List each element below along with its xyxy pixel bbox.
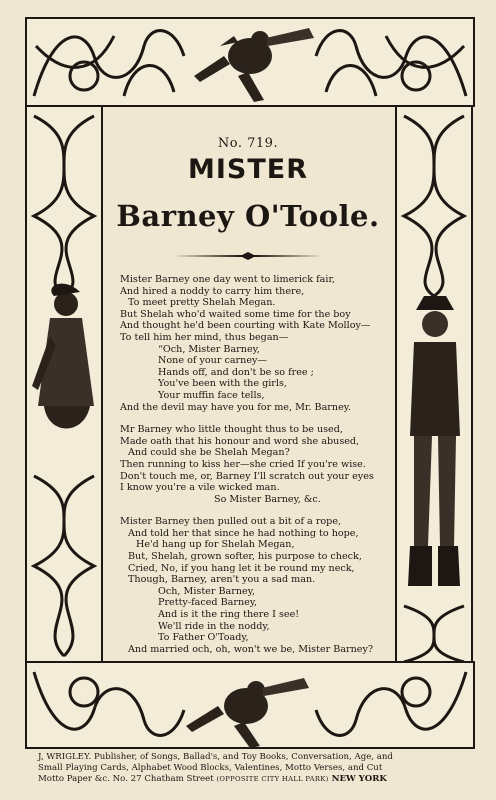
bottom-border-ornament xyxy=(24,660,476,752)
stanza xyxy=(120,274,388,413)
lyric-line: Though, Barney, aren't you a sad man. xyxy=(128,574,316,586)
lyric-line: Hands off, and don't be so free ; xyxy=(158,366,314,378)
song-lyrics xyxy=(120,274,388,666)
imprint-address: Motto Paper &c. No. 27 Chatham Street xyxy=(38,774,217,784)
lyric-line: But, Shelah, grown softer, his purpose to check, xyxy=(128,551,362,563)
title-line-2: Barney O'Toole. xyxy=(116,199,380,233)
lyric-line: Mister Barney one day went to limerick fair, xyxy=(120,274,336,285)
lyric-line: And told her that since he had nothing to hope, xyxy=(128,527,359,539)
stanza xyxy=(120,424,388,505)
publisher-imprint xyxy=(38,752,468,785)
song-panel xyxy=(106,104,390,664)
lyric-line: Then running to kiss her—she cried If you're wise. xyxy=(120,458,366,470)
imprint-line-2: Small Playing Cards, Alphabet Wood Blocks, Valentines, Motto Verses, and Cut xyxy=(38,763,383,773)
right-border-ornament xyxy=(394,106,474,666)
lyric-line: Don't touch me, or, Barney I'll scratch out your eyes xyxy=(120,470,374,482)
lyric-line: And hired a noddy to carry him there, xyxy=(120,285,305,297)
lyric-line: Mr Barney who little thought thus to be used, xyxy=(120,424,343,436)
imprint-line-3 xyxy=(38,774,468,785)
imprint-city: NEW YORK xyxy=(328,774,387,784)
lyric-line: Cried, No, if you hang let it be round my neck, xyxy=(128,562,355,574)
imprint-landmark: (OPPOSITE CITY HALL PARK) xyxy=(216,775,329,783)
lyric-line: And could she be Shelah Megan? xyxy=(128,447,290,459)
stanza xyxy=(120,516,388,655)
lyric-line: Made oath that his honour and word she abused, xyxy=(120,435,360,447)
lyric-line: “Och, Mister Barney, xyxy=(158,343,260,355)
lyric-line: To Father O'Toady, xyxy=(158,632,249,644)
lyric-line: But Shelah who'd waited some time for the boy xyxy=(120,308,351,320)
lyric-line: None of your carney— xyxy=(158,355,268,367)
lyric-line: And is it the ring there I see! xyxy=(158,609,300,621)
title-line-1: MISTER xyxy=(187,154,308,185)
lyric-line: So Mister Barney, &c. xyxy=(214,493,321,505)
lyric-line: And thought he'd been courting with Kate Molloy— xyxy=(120,320,371,332)
lyric-line: Och, Mister Barney, xyxy=(158,585,255,597)
lyric-line: You've been with the girls, xyxy=(158,378,287,390)
lyric-line: Pretty-faced Barney, xyxy=(158,597,258,609)
left-border-ornament xyxy=(24,106,104,666)
top-border-ornament xyxy=(24,16,476,108)
imprint-line-1: J, WRIGLEY. Publisher, of Songs, Ballad's, and Toy Books, Conversation, Age, and xyxy=(38,752,393,762)
lyric-line: To meet pretty Shelah Megan. xyxy=(128,297,276,309)
song-number: No. 719. xyxy=(217,136,279,151)
lyric-line: I know you're a vile wicked man. xyxy=(120,482,280,494)
lyric-line: Mister Barney then pulled out a bit of a rope, xyxy=(120,516,342,528)
decorative-rule xyxy=(172,252,324,260)
lyric-line: And the devil may have you for me, Mr. Barney. xyxy=(120,401,351,413)
lyric-line: And married och, oh, won't we be, Mister Barney? xyxy=(128,643,374,655)
lyric-line: We'll ride in the noddy, xyxy=(158,620,270,632)
lyric-line: He'd hang up for Shelah Megan, xyxy=(136,539,295,551)
lyric-line: Your muffin face tells, xyxy=(158,389,265,401)
lyric-line: To tell him her mind, thus began— xyxy=(120,331,289,343)
